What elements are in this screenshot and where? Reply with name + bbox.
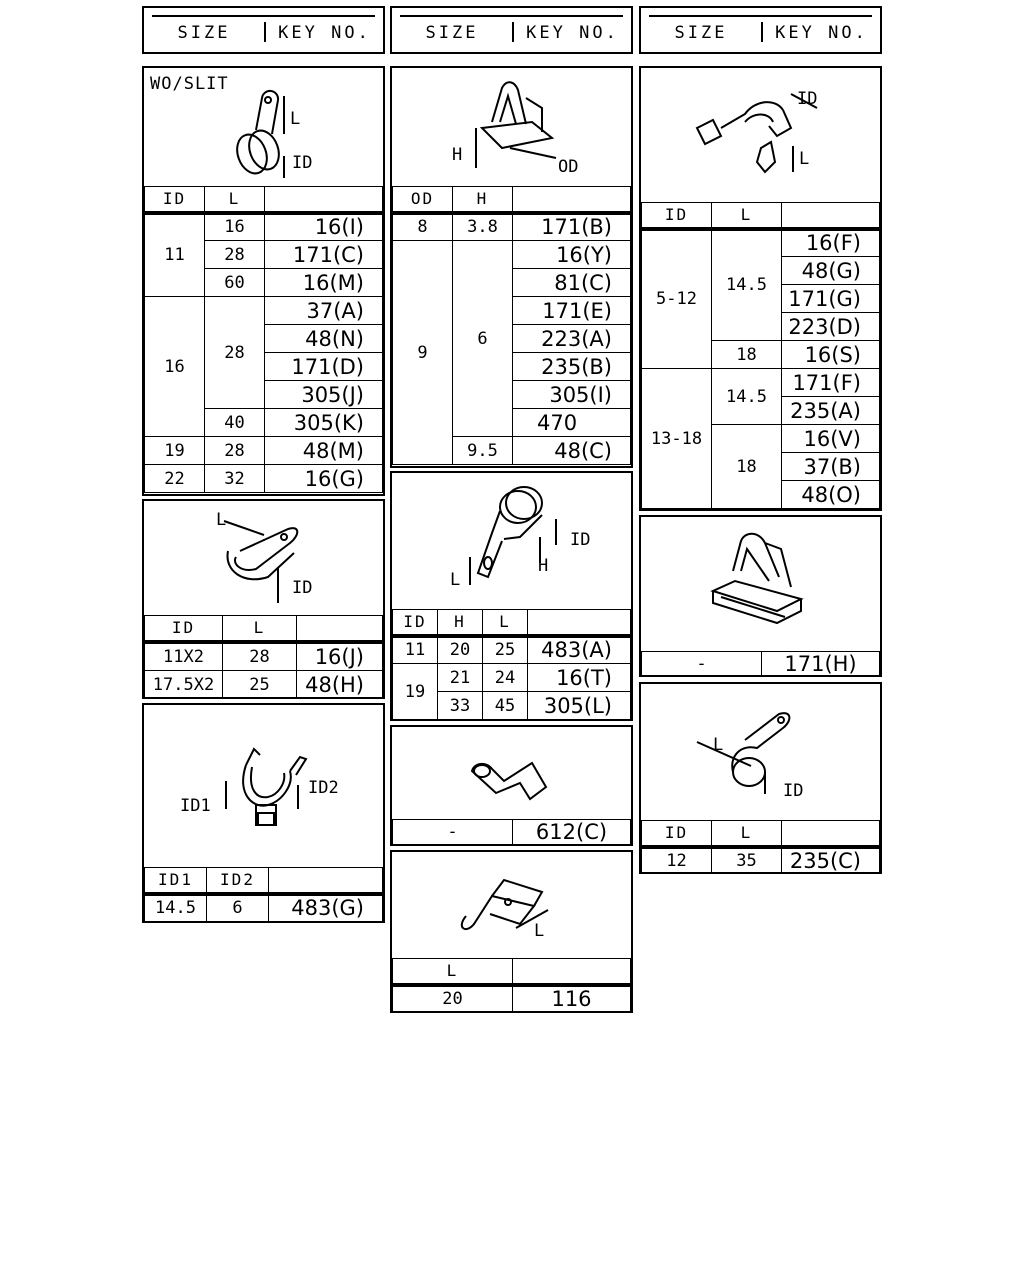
dim-id-label: ID — [797, 89, 818, 109]
header-size-label: SIZE — [674, 23, 728, 43]
table-cell: 483(G) — [269, 894, 383, 922]
table-cell: 223(A) — [513, 325, 631, 353]
table-cell: 171(B) — [513, 213, 631, 241]
dim-id2-label: ID2 — [308, 778, 339, 798]
dim-l-label: L — [534, 921, 545, 941]
clip-drawing-8 — [641, 68, 884, 202]
table-cell: 45 — [483, 692, 528, 720]
table-cell: 171(F) — [782, 369, 880, 397]
table-cell: 28 — [223, 642, 297, 671]
table-cell: 48(O) — [782, 481, 880, 509]
table-cell: L — [393, 959, 513, 985]
cell-id: 11 — [145, 213, 205, 297]
header-col2 — [390, 6, 633, 54]
dim-id-label: ID — [292, 578, 313, 598]
table-cell: L — [712, 203, 782, 229]
table-cell: 116 — [513, 985, 631, 1012]
clip-drawing-1 — [144, 68, 387, 186]
table-cell: 17.5X2 — [145, 671, 223, 699]
clip-panel-235c — [639, 682, 882, 874]
clip-drawing-4 — [392, 68, 635, 186]
table-cell: ID2 — [207, 868, 269, 894]
clip-panel-double — [142, 499, 385, 699]
clip-table-7 — [392, 958, 631, 1012]
clip-table-2 — [144, 615, 383, 699]
cell-key: 171(D) — [265, 353, 383, 381]
table-cell: 12 — [642, 847, 712, 874]
dim-h-label: H — [538, 556, 549, 576]
table-cell: 11 — [393, 636, 438, 664]
col-id: ID — [145, 187, 205, 213]
header-size-label: SIZE — [425, 23, 479, 43]
table-cell: 6 — [207, 894, 269, 922]
cell-l: 28 — [205, 241, 265, 269]
clip-table-9 — [641, 651, 880, 677]
header-key-label: KEY NO. — [526, 23, 619, 43]
col-l: L — [205, 187, 265, 213]
table-cell — [513, 959, 631, 985]
cell-l: 28 — [205, 297, 265, 409]
table-cell: 81(C) — [513, 269, 631, 297]
clip-panel-612 — [390, 725, 633, 846]
cell-key: 305(K) — [265, 409, 383, 437]
header-key-label: KEY NO. — [775, 23, 868, 43]
table-cell: ID1 — [145, 868, 207, 894]
table-cell: 18 — [712, 425, 782, 509]
table-cell: 16(Y) — [513, 241, 631, 269]
dim-l-label: L — [290, 109, 301, 129]
clip-drawing-7 — [392, 852, 635, 958]
table-cell: 16(V) — [782, 425, 880, 453]
table-cell: 13-18 — [642, 369, 712, 509]
table-cell: 16(J) — [297, 642, 383, 671]
table-cell: 35 — [712, 847, 782, 874]
table-cell — [269, 868, 383, 894]
table-cell: ID — [145, 616, 223, 642]
clip-table-1 — [144, 186, 383, 493]
clip-panel-wo-slit — [142, 66, 385, 496]
cell-id: 22 — [145, 465, 205, 493]
table-cell: 5-12 — [642, 229, 712, 369]
table-cell: ID — [642, 203, 712, 229]
table-cell: 9.5 — [453, 437, 513, 465]
table-cell: H — [438, 610, 483, 636]
table-cell: OD — [393, 187, 453, 213]
cell-key: 37(A) — [265, 297, 383, 325]
table-cell: 48(H) — [297, 671, 383, 699]
dim-l-label: L — [713, 735, 724, 755]
cell-key: 16(M) — [265, 269, 383, 297]
table-cell: 25 — [223, 671, 297, 699]
cell-key: 48(N) — [265, 325, 383, 353]
table-cell: L — [712, 821, 782, 847]
clip-drawing-6 — [392, 727, 635, 819]
table-cell: 16(F) — [782, 229, 880, 257]
table-cell: 235(C) — [782, 847, 880, 874]
table-cell: 305(L) — [528, 692, 631, 720]
clip-panel-171h — [639, 515, 882, 677]
table-cell — [782, 203, 880, 229]
table-cell: L — [483, 610, 528, 636]
table-cell: 470 — [513, 409, 631, 437]
clip-drawing-3 — [144, 705, 387, 867]
table-cell: 24 — [483, 664, 528, 692]
dim-h-label: H — [452, 145, 463, 165]
table-cell: 21 — [438, 664, 483, 692]
table-cell: 14.5 — [712, 369, 782, 425]
dim-id-label: ID — [783, 781, 804, 801]
table-cell: 9 — [393, 241, 453, 465]
clip-drawing-9 — [641, 517, 884, 651]
table-cell: 6 — [453, 241, 513, 437]
cell-l: 16 — [205, 213, 265, 241]
header-col3 — [639, 6, 882, 54]
table-cell: 171(E) — [513, 297, 631, 325]
table-cell: 235(A) — [782, 397, 880, 425]
table-cell — [297, 616, 383, 642]
dim-id1-label: ID1 — [180, 796, 211, 816]
table-cell: 16(T) — [528, 664, 631, 692]
cell-l: 32 — [205, 465, 265, 493]
clip-panel-id-h-l — [390, 471, 633, 721]
table-cell: 48(C) — [513, 437, 631, 465]
header-size-label: SIZE — [177, 23, 231, 43]
table-cell: 14.5 — [712, 229, 782, 341]
table-cell: 235(B) — [513, 353, 631, 381]
table-cell: 16(S) — [782, 341, 880, 369]
table-cell: 25 — [483, 636, 528, 664]
table-cell: 48(G) — [782, 257, 880, 285]
clip-table-6 — [392, 819, 631, 845]
table-cell: 171(G) — [782, 285, 880, 313]
table-cell: 33 — [438, 692, 483, 720]
clip-panel-od-h — [390, 66, 633, 468]
table-cell: 3.8 — [453, 213, 513, 241]
dim-id-label: ID — [292, 153, 313, 173]
table-cell: 14.5 — [145, 894, 207, 922]
dim-l-label: L — [799, 149, 810, 169]
table-cell — [782, 821, 880, 847]
table-cell: 305(I) — [513, 381, 631, 409]
cell-key: 16(I) — [265, 213, 383, 241]
clip-drawing-5 — [392, 473, 635, 609]
table-cell: 20 — [393, 985, 513, 1012]
table-cell — [528, 610, 631, 636]
dim-id-label: ID — [570, 530, 591, 550]
table-cell: ID — [642, 821, 712, 847]
table-cell: 223(D) — [782, 313, 880, 341]
clip-panel-l20 — [390, 850, 633, 1013]
col-key — [265, 187, 383, 213]
table-cell: 11X2 — [145, 642, 223, 671]
table-cell: 19 — [393, 664, 438, 720]
table-cell: 20 — [438, 636, 483, 664]
table-cell: 37(B) — [782, 453, 880, 481]
cell-key: 305(J) — [265, 381, 383, 409]
cell-id: 19 — [145, 437, 205, 465]
cell-key: 171(C) — [265, 241, 383, 269]
table-cell: 18 — [712, 341, 782, 369]
table-cell — [513, 187, 631, 213]
dim-l-label: L — [216, 510, 227, 530]
cell-l: 60 — [205, 269, 265, 297]
clip-drawing-2 — [144, 501, 387, 615]
table-cell: 171(H) — [762, 652, 880, 677]
clip-panel-connector — [639, 66, 882, 511]
cell-l: 28 — [205, 437, 265, 465]
cell-id: 16 — [145, 297, 205, 437]
header-col1 — [142, 6, 385, 54]
table-cell: H — [453, 187, 513, 213]
dim-od-label: OD — [558, 157, 579, 177]
clip-table-8 — [641, 202, 880, 509]
cell-key: 16(G) — [265, 465, 383, 493]
header-key-label: KEY NO. — [278, 23, 371, 43]
table-cell: 612(C) — [513, 820, 631, 845]
clip-table-3 — [144, 867, 383, 922]
table-cell: L — [223, 616, 297, 642]
clip-table-4 — [392, 186, 631, 465]
clip-table-5 — [392, 609, 631, 720]
table-cell: 8 — [393, 213, 453, 241]
cell-l: 40 — [205, 409, 265, 437]
table-cell: - — [393, 820, 513, 845]
clip-drawing-10 — [641, 684, 884, 820]
dim-l-label: L — [450, 570, 461, 590]
table-cell: - — [642, 652, 762, 677]
clip-table-10 — [641, 820, 880, 874]
wo-slit-note: WO/SLIT — [150, 74, 229, 94]
table-cell: 483(A) — [528, 636, 631, 664]
cell-key: 48(M) — [265, 437, 383, 465]
clip-panel-id1-id2 — [142, 703, 385, 923]
table-cell: ID — [393, 610, 438, 636]
